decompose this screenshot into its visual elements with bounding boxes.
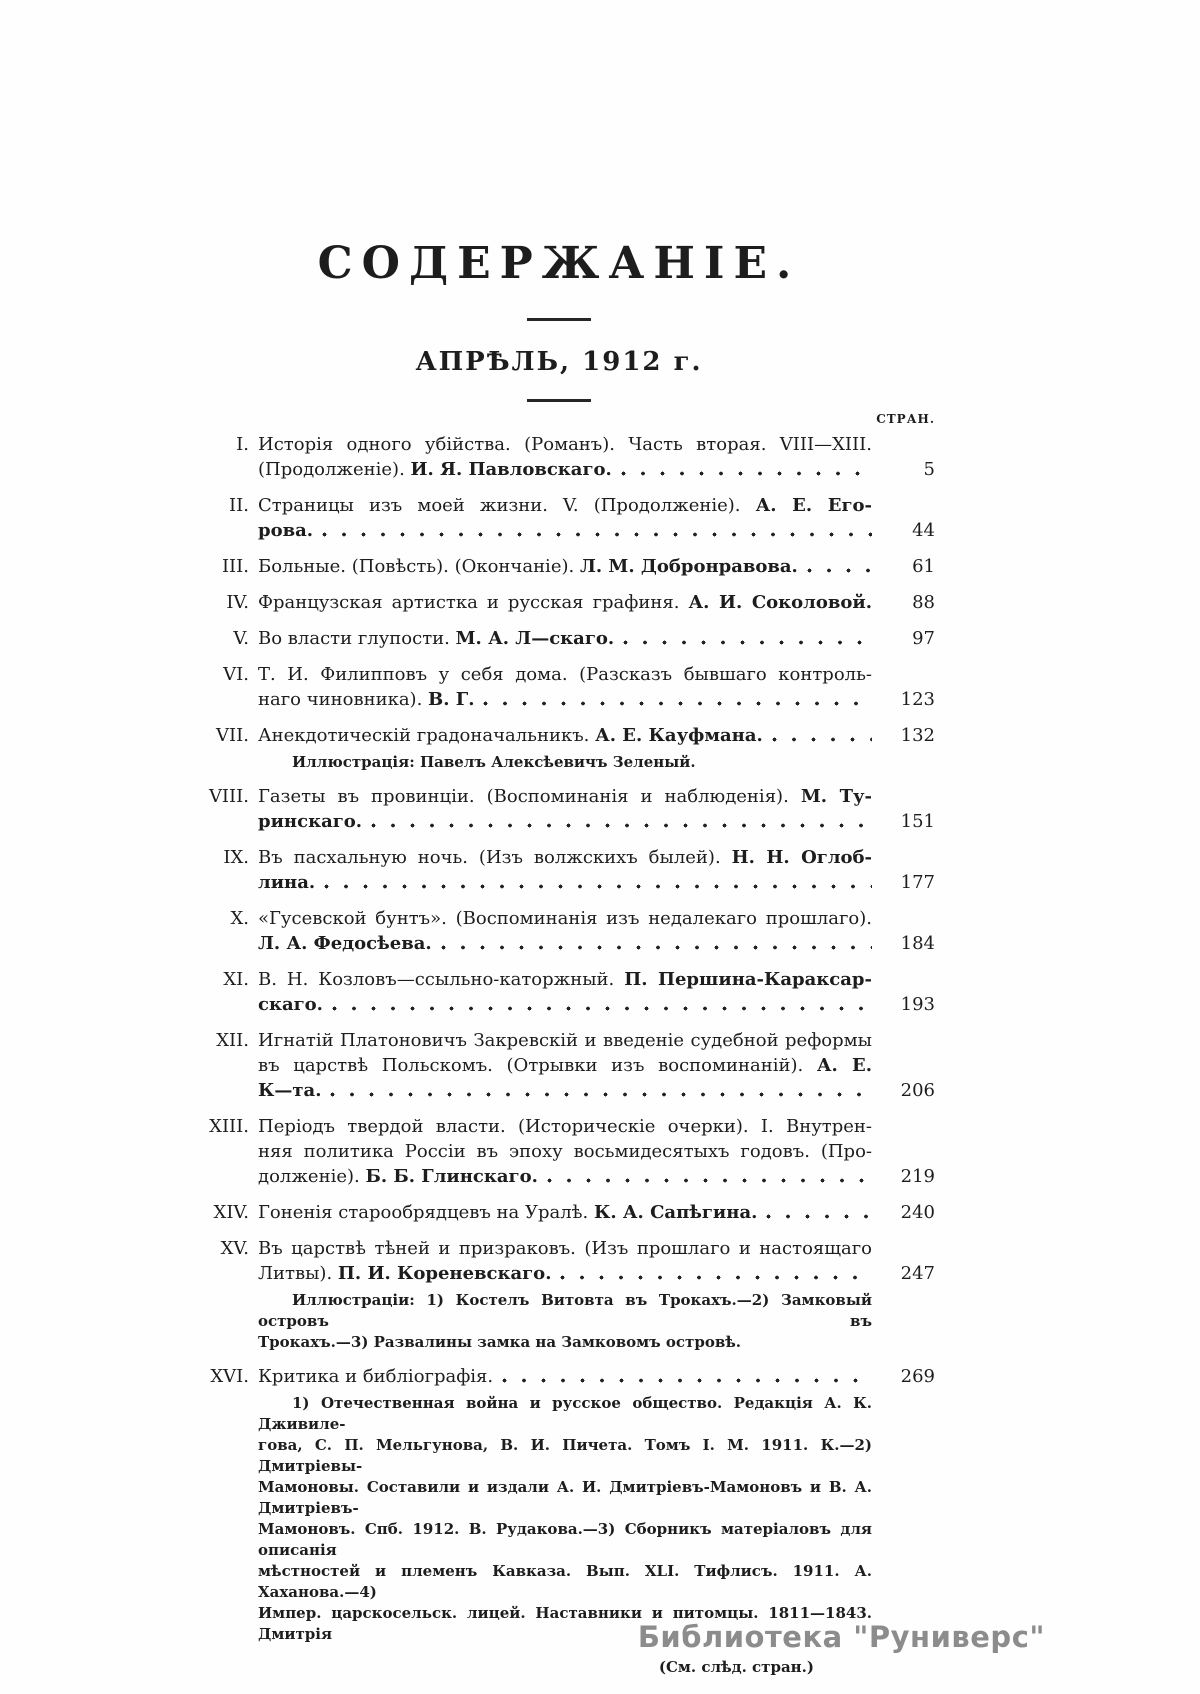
entry-line — [258, 687, 872, 712]
toc-entry — [183, 590, 935, 615]
entry-text — [258, 1364, 872, 1389]
toc-entry-main — [183, 723, 935, 748]
entry-line — [258, 931, 872, 956]
entry-line-text — [258, 931, 432, 956]
author-name: Б. Б. Глинскаго. — [365, 1166, 538, 1187]
author-name: скаго. — [258, 994, 323, 1015]
entry-text — [258, 626, 872, 651]
entry-number: VI. — [223, 664, 249, 685]
entry-line — [258, 1078, 872, 1103]
entry-line — [258, 518, 872, 543]
entry-text — [258, 967, 872, 1017]
entry-text — [258, 1114, 872, 1189]
dot-leader — [315, 870, 872, 895]
page-column-header: СТРАН. — [876, 412, 935, 426]
title-text: Больные. (Повѣсть). (Окончаніе). — [258, 556, 580, 577]
entry-text — [258, 1200, 872, 1225]
entry-text — [258, 432, 872, 482]
toc-entry — [183, 1114, 935, 1189]
toc-entry-main — [183, 1114, 935, 1189]
title-text: Гоненія старообрядцевъ на Уралѣ. — [258, 1202, 594, 1223]
entry-line-text — [258, 554, 798, 579]
entry-page-number: 206 — [900, 1080, 935, 1101]
entry-number: VII. — [216, 725, 249, 746]
dot-leader — [362, 809, 872, 834]
dot-leader — [538, 1164, 872, 1189]
dot-leader — [323, 992, 872, 1017]
entry-page-number: 184 — [900, 933, 935, 954]
entry-line — [258, 1114, 872, 1139]
entry-text — [258, 845, 872, 895]
toc-entry — [183, 845, 935, 895]
title-text: (Продолженіе). — [258, 459, 411, 480]
entry-text — [258, 906, 872, 956]
continued-note: (См. слѣд. стран.) — [658, 1658, 814, 1676]
entry-text — [258, 1236, 872, 1286]
entry-number: V. — [233, 628, 249, 649]
toc-entry-main — [183, 626, 935, 651]
entry-line — [258, 590, 872, 615]
entry-number: XI. — [223, 969, 249, 990]
toc-entry-main — [183, 906, 935, 956]
dot-leader — [757, 1200, 872, 1225]
title-text: Французская артистка и русская графиня. — [258, 592, 689, 613]
toc-entry — [183, 906, 935, 956]
title-text: Игнатій Платоновичъ Закревскій и введеніе судебной реформы — [258, 1030, 872, 1051]
toc-entry — [183, 1028, 935, 1103]
entry-number: XV. — [220, 1238, 249, 1259]
entry-page-number: 132 — [900, 725, 935, 746]
author-name: А. Е. Кауфмана. — [595, 725, 763, 746]
entry-line-text — [258, 870, 315, 895]
entry-page-number: 240 — [900, 1202, 935, 1223]
toc-entry — [183, 432, 935, 482]
entry-line — [258, 1364, 872, 1389]
issue-title: АПРѢЛЬ, 1912 г. — [415, 347, 703, 377]
entry-line-text — [258, 1261, 551, 1286]
toc-list — [183, 432, 935, 1645]
author-name: Л. М. Добронравова. — [579, 556, 798, 577]
entry-page-number: 193 — [900, 994, 935, 1015]
author-name: А. Е. Его- — [755, 495, 872, 516]
page-title: СОДЕРЖАНІЕ. — [317, 238, 801, 289]
toc-entry-main — [183, 784, 935, 834]
entry-line — [258, 1139, 872, 1164]
toc-entry — [183, 784, 935, 834]
entry-page-number: 88 — [912, 592, 935, 613]
author-name: К—та. — [258, 1080, 322, 1101]
toc-entry — [183, 493, 935, 543]
entry-page-number: 247 — [900, 1263, 935, 1284]
toc-entry-main — [183, 967, 935, 1017]
title-text: Въ пасхальную ночь. (Изъ волжскихъ былей). — [258, 847, 732, 868]
author-name: В. Г. — [428, 689, 475, 710]
title-text: наго чиновника). — [258, 689, 429, 710]
title-text: Газеты въ провинціи. (Воспоминанія и наблюденія). — [258, 786, 801, 807]
entry-number: X. — [230, 908, 249, 929]
entry-number: XIV. — [213, 1202, 249, 1223]
entry-note-line: Иллюстраціи: 1) Костелъ Витовта въ Трокахъ.—2) Замковый островъ въ — [258, 1291, 872, 1330]
title-text: Исторія одного убійства. (Романъ). Часть вторая. VIII—XIII. — [258, 434, 872, 455]
title-text: Въ царствѣ тѣней и призраковъ. (Изъ прошлаго и настоящаго — [258, 1238, 872, 1259]
title-text: «Гусевской бунтъ». (Воспоминанія изъ недалекаго прошлаго). — [258, 908, 872, 929]
entry-note-line: 1) Отечественная война и русское общество. Редакція А. К. Дживиле- — [258, 1394, 872, 1433]
entry-note-line: Мамоновъ. Спб. 1912. В. Рудакова.—3) Сборникъ матеріаловъ для описанія — [258, 1520, 872, 1559]
title-text: Литвы). — [258, 1263, 338, 1284]
entry-page-number: 5 — [923, 459, 935, 480]
dot-leader — [432, 931, 872, 956]
toc-entry — [183, 723, 935, 773]
entry-line — [258, 493, 872, 518]
toc-entry-main — [183, 590, 935, 615]
toc-entry-main — [183, 1200, 935, 1225]
watermark: Библиотека "Руниверс" — [637, 1620, 1045, 1654]
toc-entry-main — [183, 554, 935, 579]
entry-text — [258, 590, 872, 615]
entry-line-text — [258, 1164, 538, 1189]
entry-line-text — [258, 992, 323, 1017]
entry-line-text — [258, 518, 313, 543]
dot-leader — [474, 687, 872, 712]
entry-note — [258, 1290, 872, 1353]
entry-text — [258, 1028, 872, 1103]
entry-line — [258, 845, 872, 870]
entry-note — [258, 1393, 872, 1645]
dot-leader — [763, 723, 872, 748]
title-text: В. Н. Козловъ—ссыльно-каторжный. — [258, 969, 625, 990]
entry-number: IV. — [226, 592, 249, 613]
toc-entry — [183, 626, 935, 651]
author-name: М. Ту- — [800, 786, 872, 807]
entry-note-line: мѣстностей и племенъ Кавказа. Вып. XLI. Тифлисъ. 1911. А. Хаханова.—4) — [258, 1562, 872, 1601]
entry-page-number: 219 — [900, 1166, 935, 1187]
entry-number: III. — [221, 556, 249, 577]
toc-entry — [183, 662, 935, 712]
entry-line — [258, 906, 872, 931]
entry-number: XII. — [216, 1030, 249, 1051]
title-text: Періодъ твердой власти. (Историческіе очерки). I. Внутрен- — [258, 1116, 872, 1137]
entry-number: IX. — [223, 847, 249, 868]
toc-entry — [183, 554, 935, 579]
author-name: Л. А. Федосѣева. — [258, 933, 432, 954]
entry-line-text — [258, 1364, 493, 1389]
entry-text — [258, 662, 872, 712]
entry-text — [258, 784, 872, 834]
entry-number: XIII. — [209, 1116, 249, 1137]
entry-note-line: Трокахъ.—3) Развалины замка на Замковомъ островѣ. — [258, 1333, 742, 1351]
entry-line — [258, 1200, 872, 1225]
entry-page-number: 61 — [912, 556, 935, 577]
toc-content — [183, 0, 935, 1678]
entry-note-line: Мамоновы. Составили и издали А. И. Дмитріевъ-Мамоновъ и В. А. Дмитріевъ- — [258, 1478, 872, 1517]
entry-line-text — [258, 1078, 321, 1103]
entry-page-number: 151 — [900, 811, 935, 832]
entry-line — [258, 626, 872, 651]
title-text: Анекдотическій градоначальникъ. — [258, 725, 596, 746]
toc-entry-main — [183, 1028, 935, 1103]
author-name: И. Я. Павловскаго. — [410, 459, 612, 480]
author-name: П. Першина-Караксар- — [624, 969, 872, 990]
entry-number: VIII. — [208, 786, 249, 807]
divider — [527, 318, 591, 321]
toc-entry — [183, 1364, 935, 1645]
entry-line — [258, 662, 872, 687]
title-text: няя политика Россіи въ эпоху восьмидесятыхъ годовъ. (Про- — [258, 1141, 872, 1162]
entry-line — [258, 967, 872, 992]
dot-leader — [321, 1078, 872, 1103]
author-name: П. И. Кореневскаго. — [337, 1263, 552, 1284]
entry-number: II. — [229, 495, 249, 516]
dot-leader — [612, 457, 872, 482]
entry-number: XVI. — [210, 1366, 249, 1387]
entry-line — [258, 870, 872, 895]
dot-leader — [313, 518, 872, 543]
entry-line — [258, 1261, 872, 1286]
entry-line-text — [258, 687, 474, 712]
entry-page-number: 44 — [912, 520, 935, 541]
entry-page-number: 269 — [900, 1366, 935, 1387]
toc-entry-main — [183, 493, 935, 543]
title-text: Критика и библіографія. — [258, 1366, 494, 1387]
entry-line — [258, 432, 872, 457]
entry-line — [258, 554, 872, 579]
toc-entry — [183, 1200, 935, 1225]
title-text: Во власти глупости. — [258, 628, 456, 649]
author-name: лина. — [258, 872, 316, 893]
entry-text — [258, 554, 872, 579]
toc-entry-main — [183, 845, 935, 895]
entry-text — [258, 493, 872, 543]
entry-line-text — [258, 1200, 757, 1225]
author-name: А. И. Соколовой. — [688, 592, 872, 613]
entry-page-number: 123 — [900, 689, 935, 710]
entry-note-line: Иллюстрація: Павелъ Алексѣевичъ Зеленый. — [292, 753, 696, 771]
author-name: К. А. Сапѣгина. — [593, 1202, 758, 1223]
dot-leader — [798, 554, 872, 579]
entry-line — [258, 1236, 872, 1261]
author-name: А. Е. — [816, 1055, 872, 1076]
author-name: Н. Н. Оглоб- — [731, 847, 872, 868]
toc-entry-main — [183, 662, 935, 712]
entry-line-text — [258, 457, 612, 482]
entry-line — [258, 723, 872, 748]
divider — [527, 399, 591, 402]
toc-entry-main — [183, 1364, 935, 1389]
author-name: ринскаго. — [258, 811, 363, 832]
dot-leader — [614, 626, 872, 651]
toc-entry — [183, 1236, 935, 1353]
entry-note — [258, 752, 872, 773]
entry-line — [258, 784, 872, 809]
entry-line — [258, 992, 872, 1017]
author-name: рова. — [258, 520, 314, 541]
toc-entry-main — [183, 432, 935, 482]
entry-note-line: Импер. царскосельск. лицей. Наставники и питомцы. 1811—1843. Дмитрія — [258, 1604, 872, 1643]
title-text: въ царствѣ Польскомъ. (Отрывки изъ воспоминаній). — [258, 1055, 817, 1076]
entry-line — [258, 1028, 872, 1053]
entry-note-line: гова, С. П. Мельгунова, В. И. Пичета. Томъ I. М. 1911. К.—2) Дмитріевы- — [258, 1436, 872, 1475]
title-text: Т. И. Филипповъ у себя дома. (Разсказъ бывшаго контроль- — [258, 664, 872, 685]
title-text: Страницы изъ моей жизни. V. (Продолженіе). — [258, 495, 756, 516]
entry-line — [258, 1164, 872, 1189]
entry-line — [258, 457, 872, 482]
toc-entry-main — [183, 1236, 935, 1286]
dot-leader — [551, 1261, 872, 1286]
title-text: долженіе). — [258, 1166, 366, 1187]
toc-entry — [183, 967, 935, 1017]
entry-line-text — [258, 626, 614, 651]
dot-leader — [493, 1364, 872, 1389]
entry-line-text — [258, 723, 763, 748]
entry-page-number: 97 — [912, 628, 935, 649]
entry-page-number: 177 — [900, 872, 935, 893]
entry-number: I. — [236, 434, 249, 455]
entry-text — [258, 723, 872, 748]
entry-line — [258, 1053, 872, 1078]
entry-line — [258, 809, 872, 834]
author-name: М. А. Л—скаго. — [455, 628, 615, 649]
entry-line-text — [258, 809, 362, 834]
